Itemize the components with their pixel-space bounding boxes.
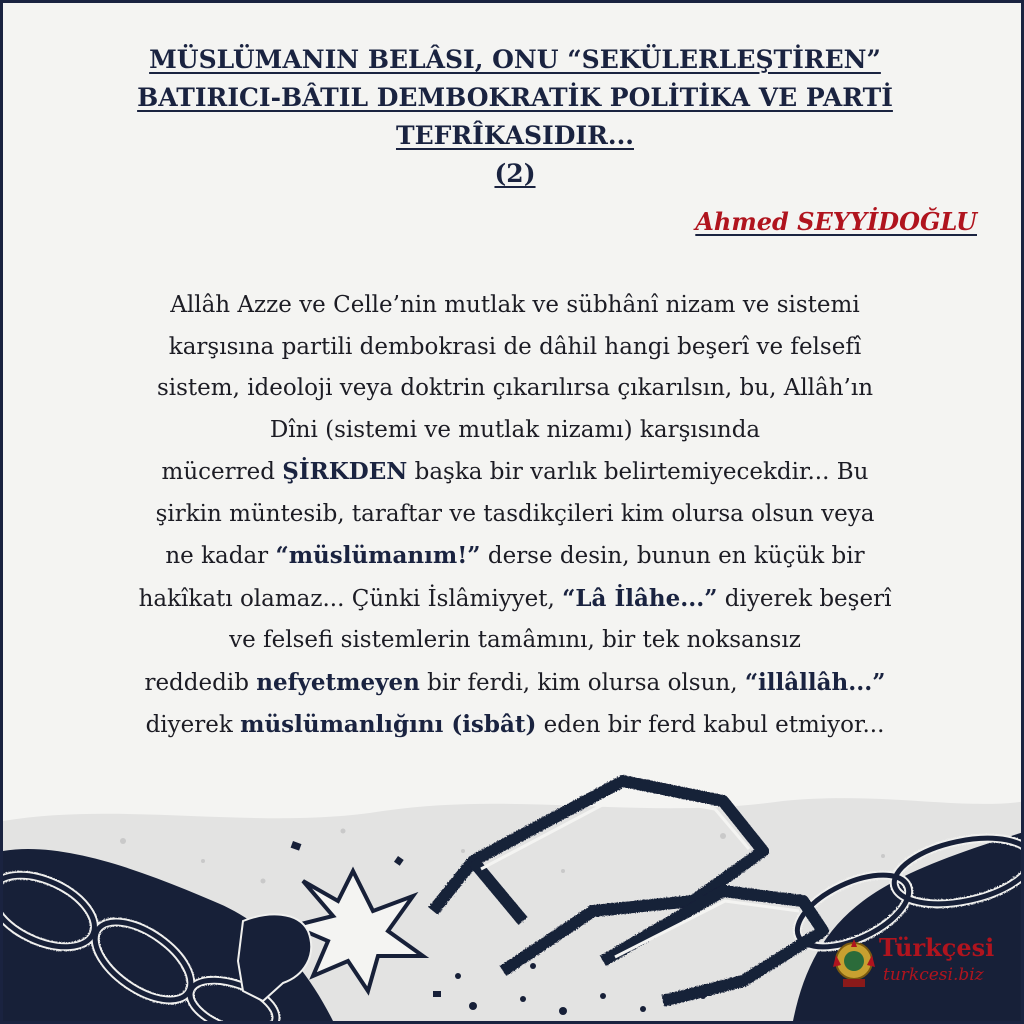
body-text-span: bir ferdi, kim olursa olsun, bbox=[419, 669, 745, 696]
title-line-3: TEFRÎKASIDIR... bbox=[395, 121, 634, 150]
body-line bbox=[33, 662, 997, 705]
body-text-span: hakîkatı olamaz... Çünki İslâmiyyet, bbox=[138, 585, 563, 612]
body-text-span: ne kadar bbox=[165, 543, 276, 569]
title-line-1: MÜSLÜMANIN BELÂSI, ONU “SEKÜLERLEŞTİREN” bbox=[149, 45, 881, 74]
logo-url: turkcesi.biz bbox=[883, 965, 984, 985]
body-line: Dîni (sistemi ve mutlak nizamı) karşısında bbox=[269, 416, 761, 443]
article-body bbox=[33, 285, 997, 747]
emphasis-muslumanim: “müslümanım!” bbox=[275, 542, 481, 569]
body-line bbox=[33, 578, 997, 621]
emphasis-muslumanligini: müslümanlığını (isbât) bbox=[240, 711, 537, 738]
emphasis-illallah: “illâllâh...” bbox=[744, 668, 886, 696]
body-text-span: mücerred bbox=[161, 459, 283, 485]
article-title bbox=[3, 41, 1024, 193]
body-text-span: reddedib bbox=[144, 669, 257, 696]
body-line: karşısına partili dembokrasi de dâhil hangi beşerî ve felsefî bbox=[168, 333, 862, 360]
body-line: şirkin müntesib, taraftar ve tasdikçileri kim olursa olsun veya bbox=[155, 500, 875, 527]
body-line bbox=[33, 535, 997, 578]
turkcesi-logo[interactable] bbox=[831, 929, 995, 999]
body-text-span: başka bir varlık belirtemiyecekdir... Bu bbox=[407, 459, 869, 485]
emphasis-shirk: ŞİRKDEN bbox=[282, 458, 408, 485]
author-name: Ahmed SEYYİDOĞLU bbox=[695, 207, 977, 236]
emphasis-nefyetmeyen: nefyetmeyen bbox=[256, 668, 420, 696]
body-line bbox=[33, 451, 997, 494]
title-line-2: BATIRICI-BÂTIL DEMBOKRATİK POLİTİKA VE PARTİ bbox=[137, 83, 893, 112]
body-text-span: diyerek bbox=[145, 712, 241, 738]
body-text-span: eden bir ferd kabul etmiyor... bbox=[536, 712, 885, 738]
emphasis-la-ilahe: “Lâ İlâhe...” bbox=[562, 584, 718, 612]
body-line: ve felsefi sistemlerin tamâmını, bir tek noksansız bbox=[229, 627, 801, 653]
body-line: Allâh Azze ve Celle’nin mutlak ve sübhânî nizam ve sistemi bbox=[170, 292, 860, 318]
logo-name: Türkçesi bbox=[879, 933, 995, 962]
body-line bbox=[33, 704, 997, 747]
body-text-span: derse desin, bunun en küçük bir bbox=[480, 543, 865, 569]
body-text-span: diyerek beşerî bbox=[717, 585, 892, 612]
part-number: (2) bbox=[494, 159, 536, 188]
body-line: sistem, ideoloji veya doktrin çıkarılırsa çıkarılsın, bu, Allâh’ın bbox=[156, 375, 874, 401]
ottoman-emblem-icon bbox=[831, 935, 877, 991]
